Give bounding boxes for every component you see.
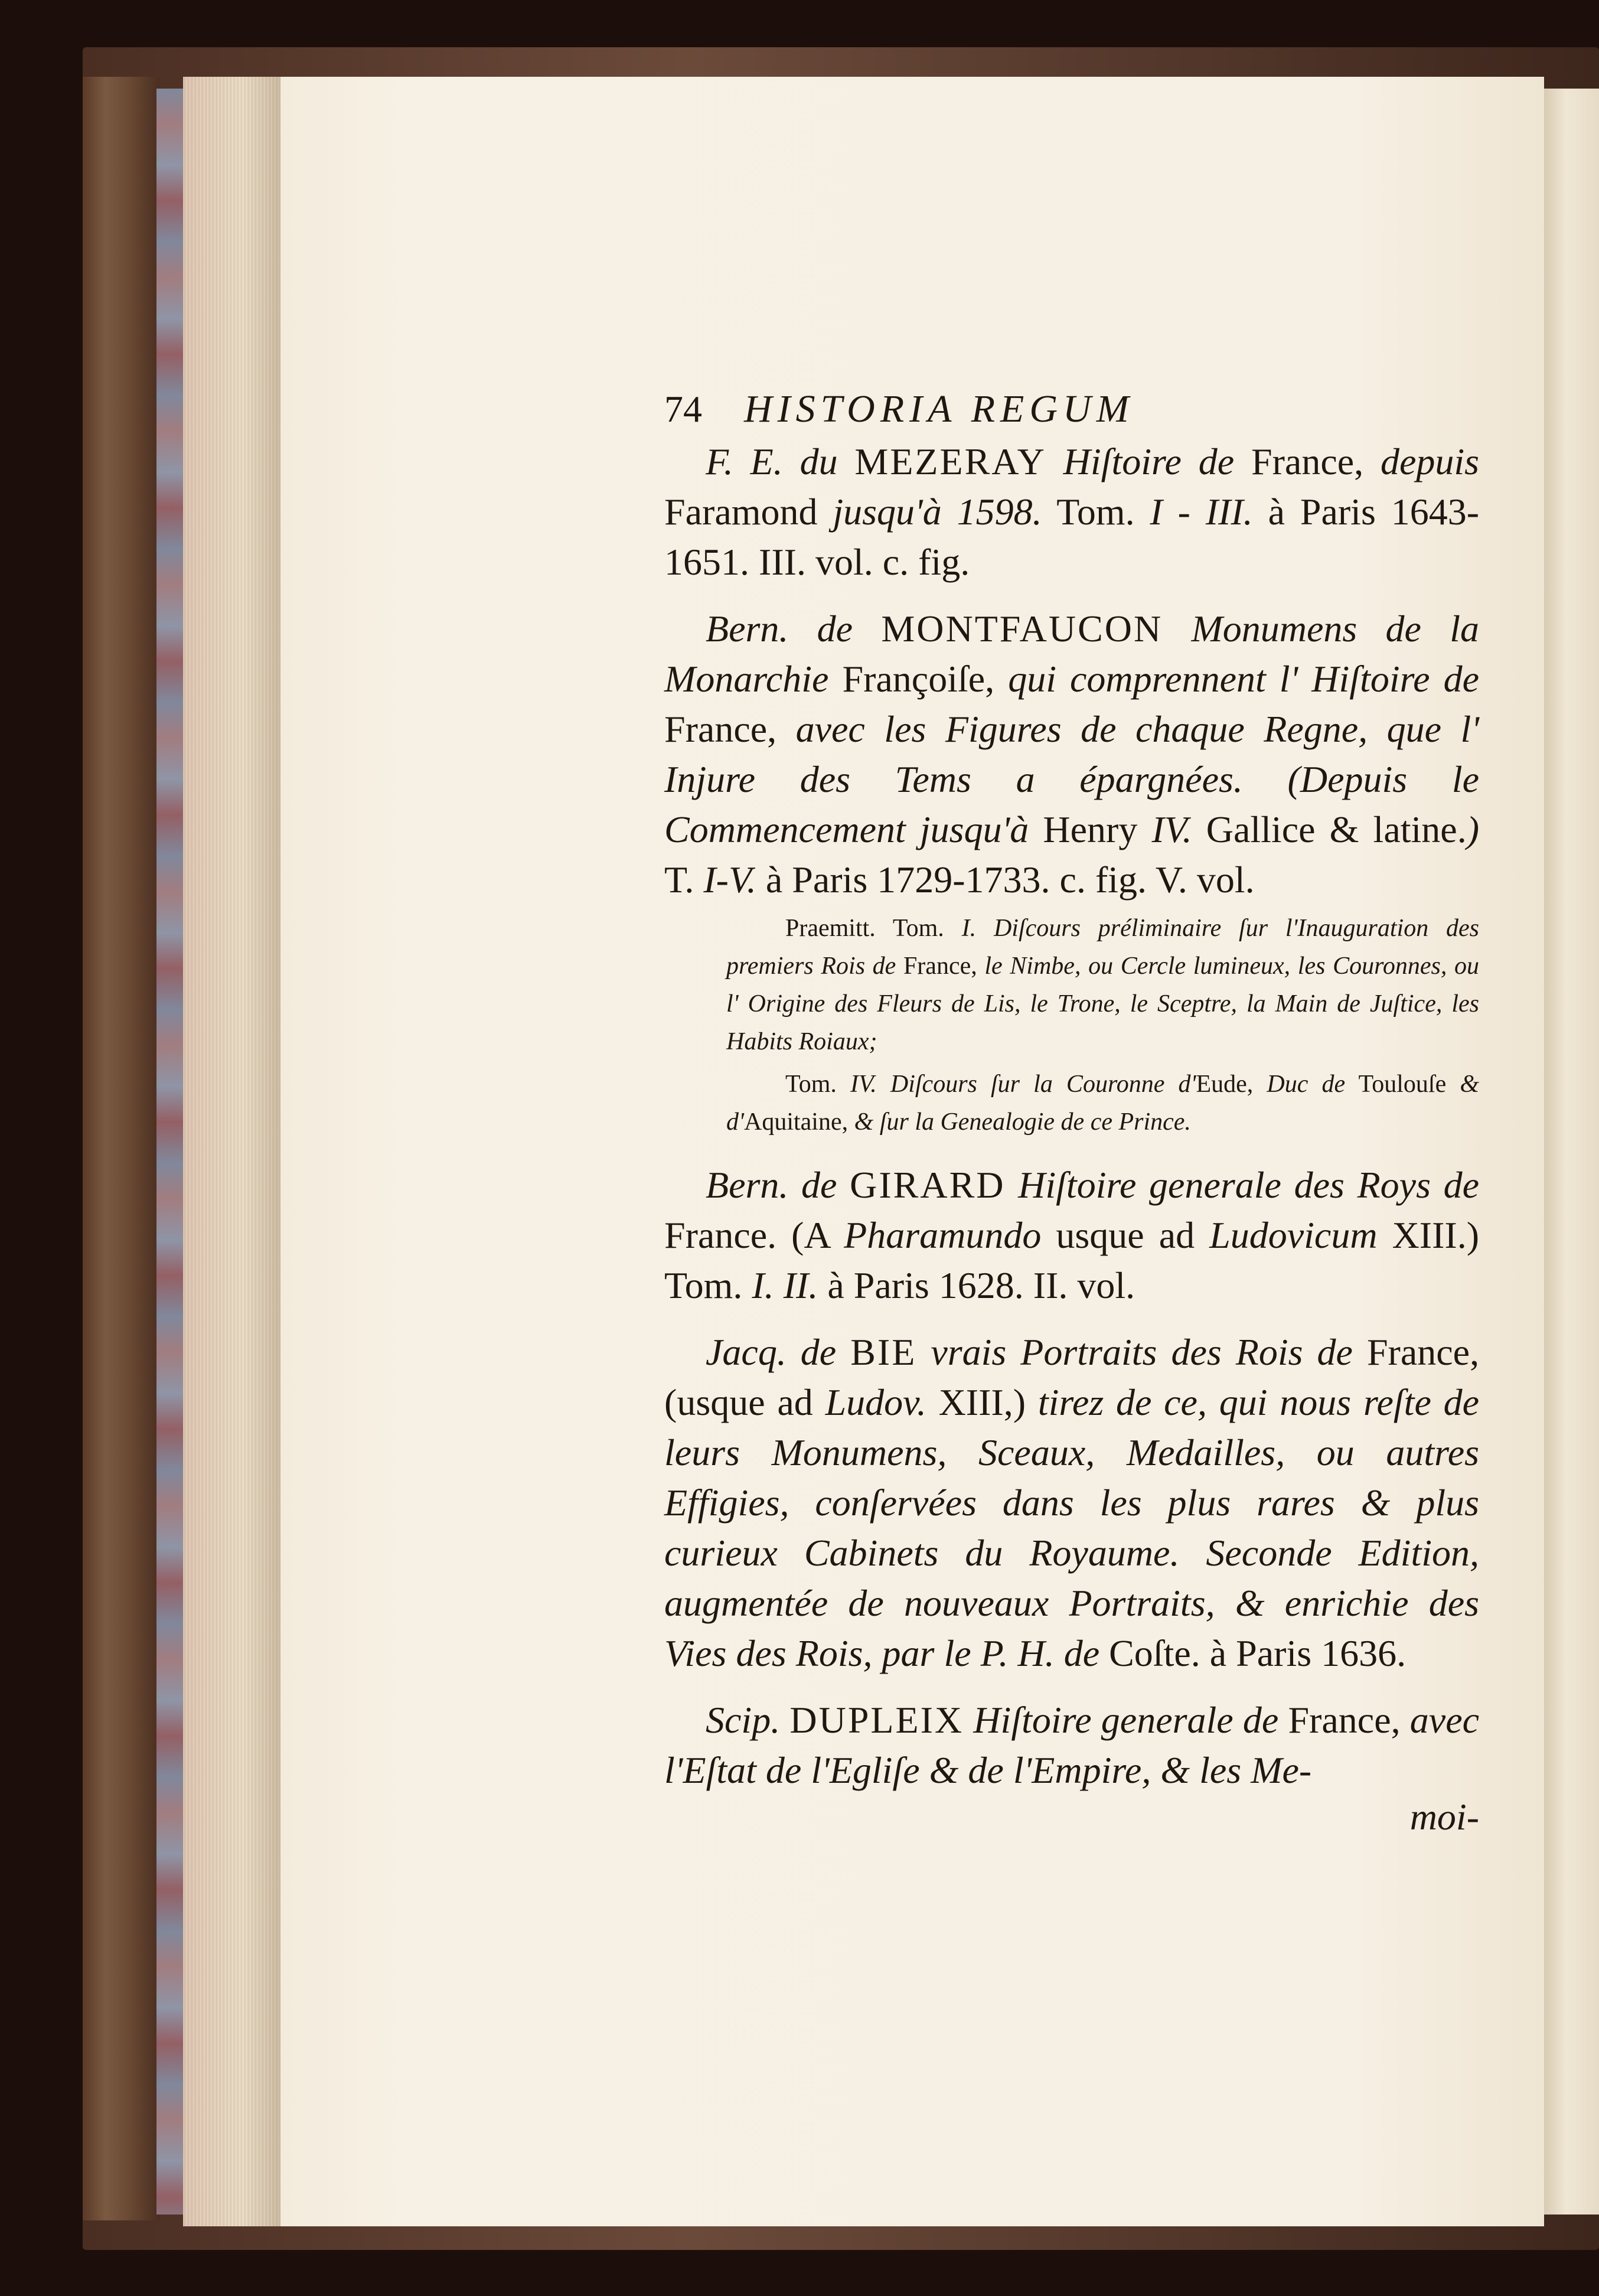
marbled-edge [156,89,183,2215]
author-surname: MEZERAY [854,441,1046,482]
note-tom-i: Praemitt. Tom. I. Diſcours préliminaire ſur l'Inauguration des premiers Rois de France, le Nimbe, ou Cercle lumineux, les Couronnes, ou l' Origine des Fleurs de Lis, le Trone, le Sceptre, la Main de Juſtice, les Habits Roiaux; [726,915,1480,1055]
running-title: HISTORIA REGUM [744,387,1134,430]
page-number: 74 [664,388,702,430]
page-text [664,384,1479,1842]
entry-girard: Bern. de GIRARD Hiſtoire generale des Roys de France. (A Pharamundo usque ad Ludovicum XIII.) Tom. I. II. à Paris 1628. II. vol. [664,1164,1480,1306]
entry-mezeray: F. E. du MEZERAY Hiſtoire de France, depuis Faramond jusqu'à 1598. Tom. I - III. à Paris 1643-1651. III. vol. c. fig. [664,441,1480,583]
author-surname: BIE [850,1331,917,1373]
author-surname: GIRARD [850,1164,1006,1206]
author-surname: DUPLEIX [789,1699,964,1741]
page-edges [183,77,283,2226]
entry-dupleix: Scip. DUPLEIX Hiſtoire generale de France, avec l'Eſtat de l'Egliſe & de l'Empire, & les Me- [664,1699,1479,1791]
catchword: moi- [1409,1796,1479,1838]
book-spine [83,77,159,2220]
entry-bie: Jacq. de BIE vrais Portraits des Rois de France, (usque ad Ludov. XIII,) tirez de ce, qui nous reſte de leurs Monumens, Sceaux, Medailles, ou autres Effigies, conſervées dans les plus rares & plus curieux Cabinets du Royaume. Seconde Edition, augmentée de nouveaux Portraits, & enrichie des Vies des Rois, par le P. H. de Coſte. à Paris 1636. [664,1331,1480,1674]
author-surname: MONTFAUCON [881,608,1163,650]
entry-montfaucon: Bern. de MONTFAUCON Monumens de la Monarchie Françoiſe, qui comprennent l' Hiſtoire de France, avec les Figures de chaque Regne, que l' Injure des Tems a épargnées. (Depuis le Commencement jusqu'à Henry IV. Gallice & latine.) T. I-V. à Paris 1729-1733. c. fig. V. vol. [664,608,1480,901]
facing-page-edge [1544,89,1599,2215]
page-header [664,384,1479,434]
note-tom-iv: Tom. IV. Diſcours ſur la Couronne d'Eude, Duc de Toulouſe & d'Aquitaine, & ſur la Genealogie de ce Prince. [726,1071,1480,1136]
